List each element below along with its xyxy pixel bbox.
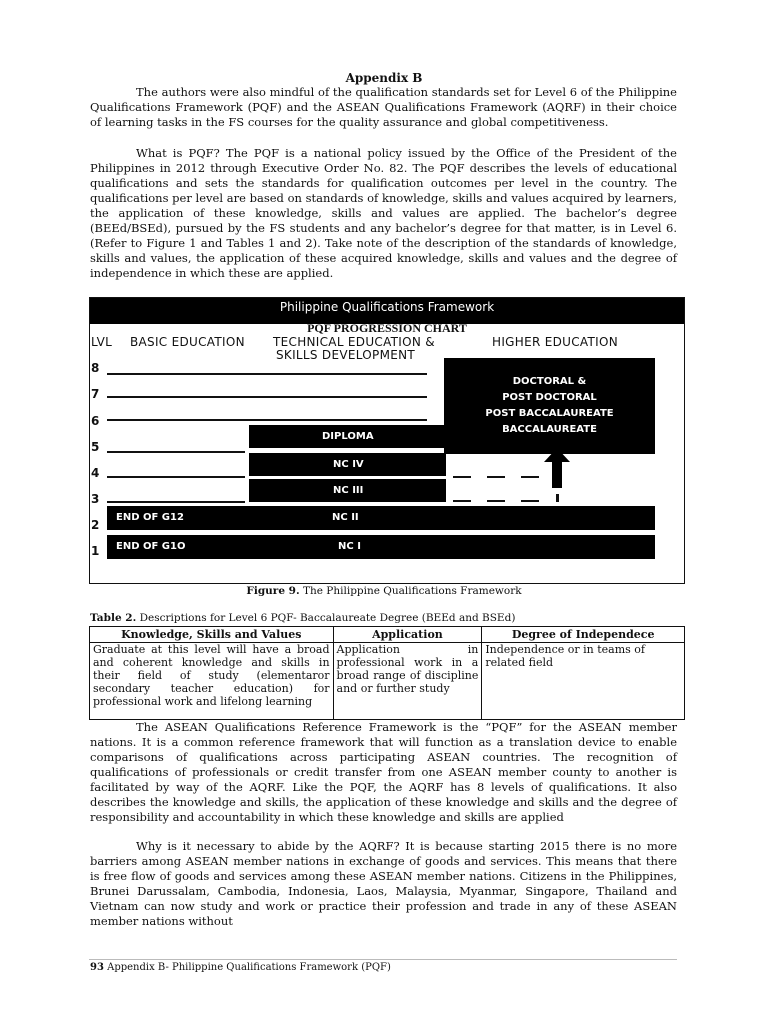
- figure-banner: Philippine Qualifications Framework: [90, 298, 684, 324]
- band-level-2: [107, 506, 655, 530]
- higher-education-block: [444, 358, 655, 454]
- column-header-higher: HIGHER EDUCATION: [492, 335, 618, 349]
- table-cell: Independence or in teams of related field: [482, 643, 685, 720]
- level-line: [107, 373, 427, 375]
- table-caption-text: Descriptions for Level 6 PQF- Baccalaureate Degree (BEEd and BSEd): [139, 612, 516, 624]
- dash-line: [487, 500, 505, 502]
- dash-tick: [556, 494, 559, 502]
- table-header-row: [90, 627, 685, 643]
- column-header-basic: BASIC EDUCATION: [130, 335, 245, 349]
- footer-text: Appendix B- Philippine Qualifications Framework (PQF): [107, 962, 391, 973]
- higher-ed-label: POST DOCTORAL: [502, 392, 597, 403]
- level-line: [107, 476, 245, 478]
- tech-block-diploma: [249, 425, 446, 448]
- higher-ed-label: POST BACCALAUREATE: [485, 408, 614, 419]
- dash-line: [521, 500, 539, 502]
- higher-ed-label: BACCALAUREATE: [502, 424, 597, 435]
- page-number: 93: [90, 962, 104, 973]
- aqrf-paragraph-text: The ASEAN Qualifications Reference Framework is the “PQF” for the ASEAN member nations. It is a common reference framework that will function as a translation device to enable comparisons of qualifications across participating ASEAN countries. The recognition of qualifications of professionals or credit transfer from one ASEAN member county to another is facilitated by way of the AQRF. Like the PQF, the AQRF has 8 levels of qualifications. It also describes the knowledge and skills, the application of these knowledge and skills and the degree of responsibility and accountability in which these knowledge and skills are applied: [90, 720, 677, 824]
- level-line: [107, 396, 427, 398]
- tech-block-label: NC I: [338, 541, 361, 552]
- chart-title: PQF PROGRESSION CHART: [307, 321, 467, 335]
- table-header: Degree of Independece: [482, 627, 685, 643]
- pqf-paragraph: [90, 146, 677, 281]
- level-number: 6: [91, 414, 100, 428]
- aqrf-why-paragraph: [90, 839, 677, 929]
- figure-caption-text: The Philippine Qualifications Framework: [302, 585, 522, 597]
- level-number: 4: [91, 466, 100, 480]
- tech-block-label: NC IV: [333, 459, 364, 470]
- aqrf-why-paragraph-text: Why is it necessary to abide by the AQRF? It is because starting 2015 there is no more barriers among ASEAN member nations in exchange of goods and services. This means that there is free flow of goods and services among these ASEAN member nations. Citizens in the Philippines, Brunei Darussalam, Cambodia, Indonesia, Laos, Malaysia, Myanmar, Singapore, Thailand and Vietnam can now study and work or practice their profession and trade in any of these ASEAN member nations without: [90, 839, 677, 928]
- dash-line: [453, 476, 471, 478]
- level-number: 1: [91, 544, 100, 558]
- appendix-heading: Appendix B: [345, 71, 423, 85]
- tech-block-label: NC II: [332, 512, 359, 523]
- table-header: Application: [333, 627, 482, 643]
- level-line: [107, 451, 245, 453]
- intro-paragraph: [90, 85, 677, 130]
- table-header: Knowledge, Skills and Values: [90, 627, 334, 643]
- level-number: 7: [91, 387, 100, 401]
- column-header-lvl: LVL: [91, 335, 113, 349]
- band-level-1: [107, 535, 655, 559]
- tech-block-nc3: [249, 479, 446, 502]
- basic-block-label: END OF G12: [116, 512, 184, 523]
- page-footer: [90, 962, 391, 973]
- column-header-tech-line2: SKILLS DEVELOPMENT: [276, 348, 416, 362]
- level-line: [107, 419, 427, 421]
- level-number: 8: [91, 361, 100, 375]
- figure-caption: [0, 585, 768, 597]
- table-cell: Application in professional work in a broad range of discipline and or further study: [333, 643, 482, 720]
- tech-block-label: DIPLOMA: [322, 431, 374, 442]
- dash-line: [487, 476, 505, 478]
- tech-block-nc4: [249, 453, 446, 476]
- table-caption: [90, 612, 515, 624]
- table-row: [90, 643, 685, 720]
- column-header-tech-line1: TECHNICAL EDUCATION &: [273, 335, 435, 349]
- intro-paragraph-text: The authors were also mindful of the qualification standards set for Level 6 of the Philippine Qualifications Framework (PQF) and the ASEAN Qualifications Framework (AQRF) in their choice of learning tasks in the FS courses for the quality assurance and global competitiveness.: [90, 85, 677, 129]
- figure-caption-label: Figure 9.: [246, 585, 300, 597]
- aqrf-paragraph: [90, 720, 677, 825]
- table-caption-label: Table 2.: [90, 612, 137, 624]
- basic-block-label: END OF G1O: [116, 541, 186, 552]
- tech-block-label: NC III: [333, 485, 364, 496]
- level-line: [107, 501, 245, 503]
- dash-line: [521, 476, 539, 478]
- dash-line: [453, 500, 471, 502]
- higher-ed-label: DOCTORAL &: [512, 376, 587, 387]
- table-cell: Graduate at this level will have a broad and coherent knowledge and skills in their field of study (elementaror secondary teacher education) for professional work and lifelong learning: [90, 643, 334, 720]
- pqf-paragraph-text: What is PQF? The PQF is a national policy issued by the Office of the President of the Philippines in 2012 through Executive Order No. 82. The PQF describes the levels of educational qualifications and sets the standards for qualification outcomes per level in the country. The qualifications per level are based on standards of knowledge, skills and values acquired by learners, the application of these knowledge, skills and values are applied. The bachelor’s degree (BEEd/BSEd), pursued by the FS students and any bachelor’s degree for that matter, is in Level 6. (Refer to Figure 1 and Tables 1 and 2). Take note of the description of the standards of knowledge, skills and values, the application of these acquired knowledge, skills and values and the degree of independence in which these are applied.: [90, 146, 677, 280]
- level-number: 2: [91, 518, 100, 532]
- level-number: 3: [91, 492, 100, 506]
- pqf-figure: [89, 297, 685, 584]
- footer-divider: [89, 959, 677, 960]
- up-arrow-icon: [544, 448, 570, 488]
- level-number: 5: [91, 440, 100, 454]
- level6-description-table: [89, 626, 685, 720]
